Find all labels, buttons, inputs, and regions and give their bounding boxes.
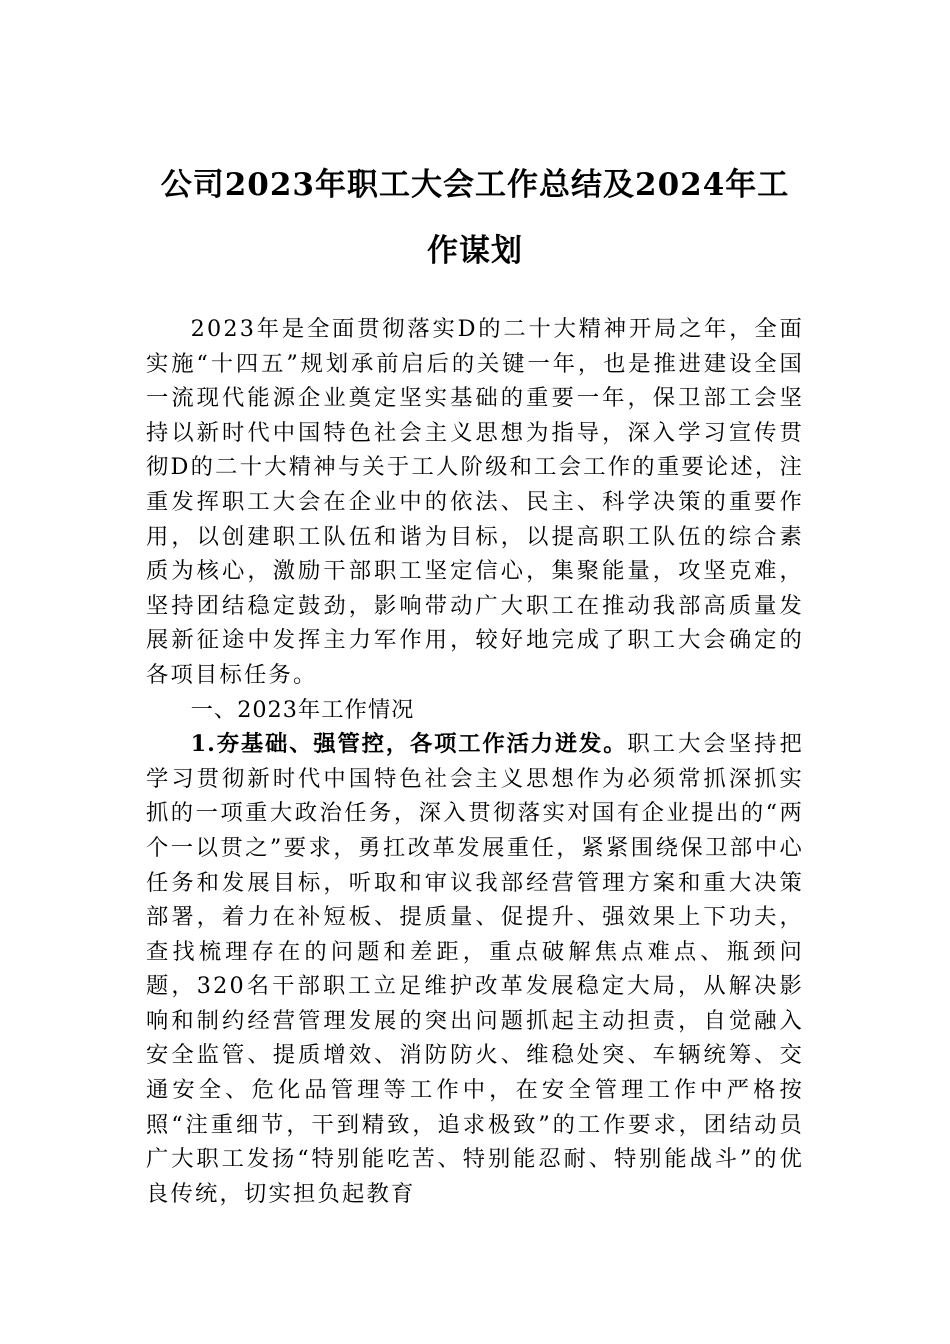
title-line-1: 公司2023年职工大会工作总结及2024年工 xyxy=(160,167,790,203)
item-1-paragraph xyxy=(146,727,804,1211)
item-1-body: 职工大会坚持把学习贯彻新时代中国特色社会主义思想作为必须常抓深抓实抓的一项重大政治任务，深入贯彻落实对国有企业提出的“两个一以贯之”要求，勇扛改革发展重任，紧紧围绕保卫部中心任务和发展目标，听取和审议我部经营管理方案和重大决策部署，着力在补短板、提质量、促提升、强效果上下功夫，查找梳理存在的问题和差距，重点破解焦点难点、瓶颈问题，320名干部职工立足维护改革发展稳定大局，从解决影响和制约经营管理发展的突出问题抓起主动担责，自觉融入安全监管、提质增效、消防防火、维稳处突、车辆统筹、交通安全、危化品管理等工作中，在安全管理工作中严格按照“注重细节，干到精致，追求极致”的工作要求，团结动员广大职工发扬“特别能吃苦、特别能忍耐、特别能战斗”的优良传统，切实担负起教育 xyxy=(146,731,805,1207)
document-title xyxy=(146,152,804,284)
item-1-lead: 1.夯基础、强管控，各项工作活力迸发。 xyxy=(190,731,628,758)
intro-paragraph: 2023年是全面贯彻落实D的二十大精神开局之年，全面实施“十四五”规划承前启后的关键一年，也是推进建设全国一流现代能源企业奠定坚实基础的重要一年，保卫部工会坚持以新时代中国特色社会主义思想为指导，深入学习宣传贯彻D的二十大精神与关于工人阶级和工会工作的重要论述，注重发挥职工大会在企业中的依法、民主、科学决策的重要作用，以创建职工队伍和谐为目标，以提高职工队伍的综合素质为核心，激励干部职工坚定信心，集聚能量，攻坚克难，坚持团结稳定鼓劲，影响带动广大职工在推动我部高质量发展新征途中发挥主力军作用，较好地完成了职工大会确定的各项目标任务。 xyxy=(146,316,804,688)
section-heading-1: 一、2023年工作情况 xyxy=(190,696,415,723)
document-page xyxy=(146,152,804,1211)
title-line-2: 作谋划 xyxy=(427,233,523,269)
